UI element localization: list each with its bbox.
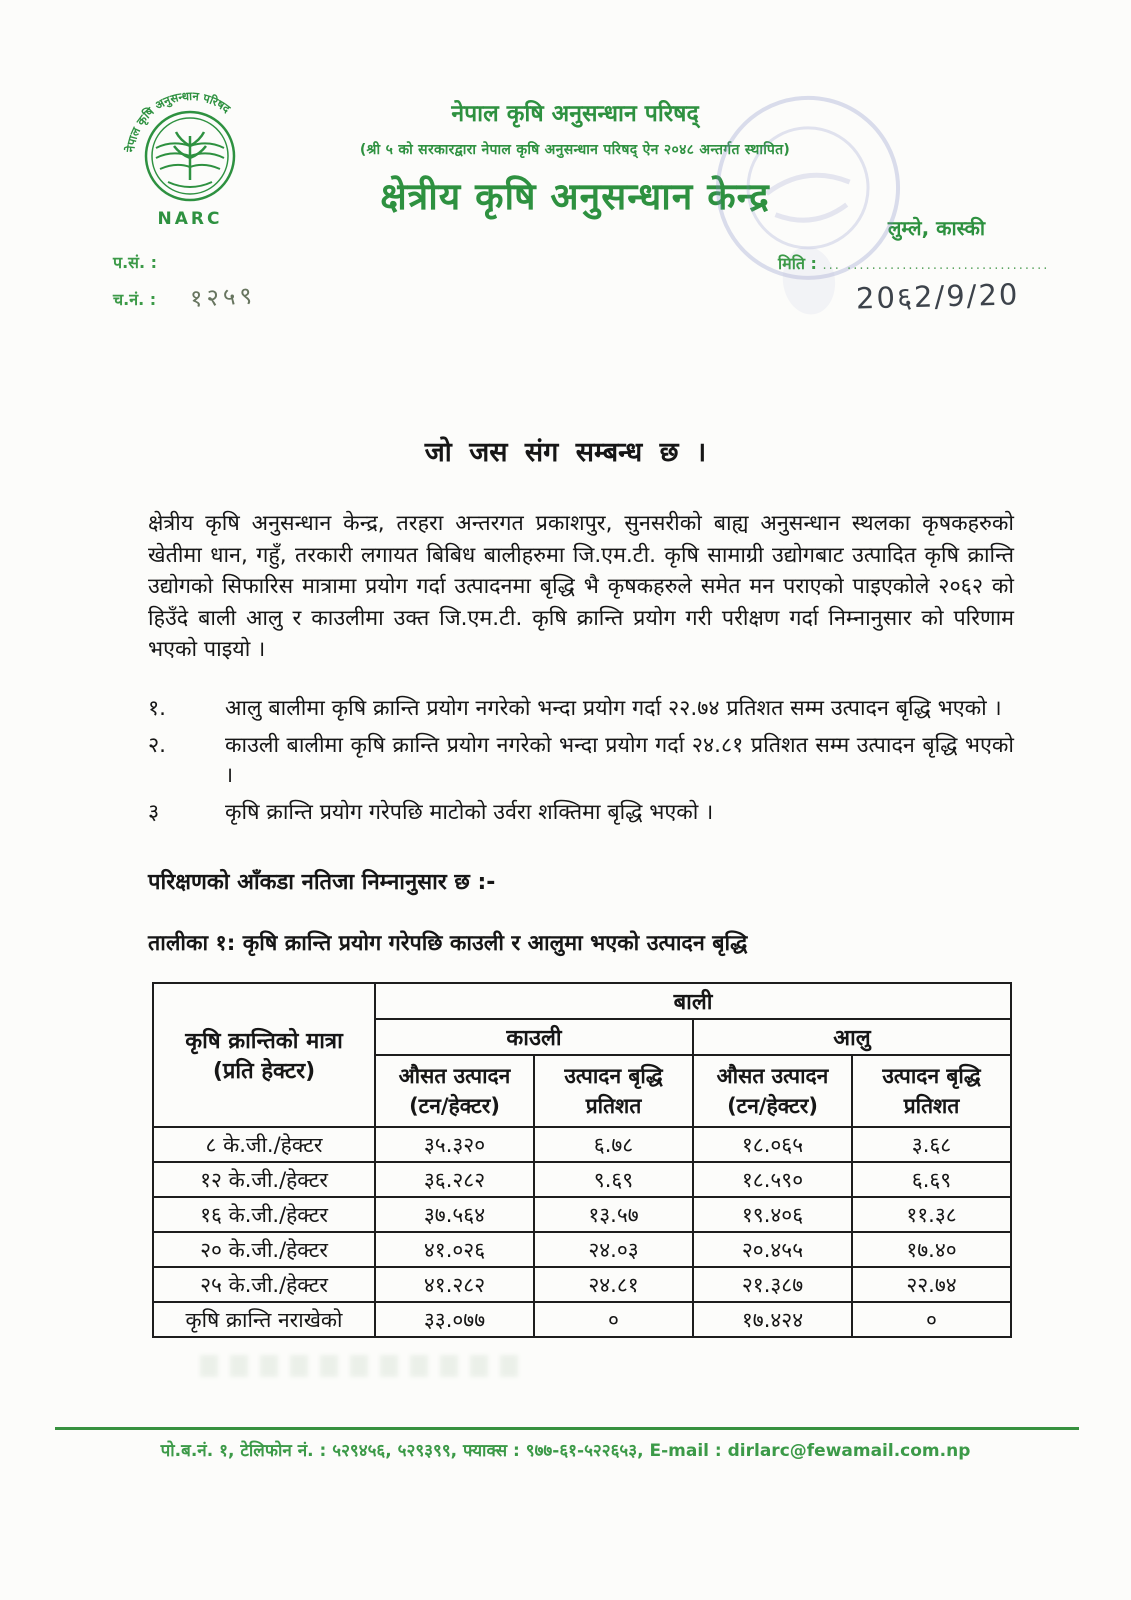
subheader-avg-production: औसत उत्पादन (टन/हेक्टर): [375, 1055, 534, 1127]
narc-acronym: NARC: [157, 209, 223, 229]
table-row: [153, 1162, 1011, 1197]
result-intro-line: परिक्षणको आँकडा नतिजा निम्नानुसार छ :-: [148, 870, 496, 895]
dose-cell: २५ के.जी./हेक्टर: [153, 1267, 375, 1302]
cauli-inc-cell: ०: [534, 1302, 693, 1337]
dose-header-line2: (प्रति हेक्टर): [212, 1059, 316, 1084]
subject-line: जो जस संग सम्बन्ध छ ।: [424, 437, 707, 468]
alu-avg-cell: १८.०६५: [693, 1127, 852, 1162]
list-item-text: कृषि क्रान्ति प्रयोग गरेपछि माटोको उर्वरा शक्तिमा बृद्धि भएको ।: [225, 800, 714, 825]
cauli-avg-cell: ४१.०२६: [375, 1232, 534, 1267]
list-item-number: ३: [148, 800, 160, 825]
cauli-avg-cell: ४१.२८२: [375, 1267, 534, 1302]
dispatch-number-label: च.नं. :: [113, 290, 157, 309]
dose-cell: १६ के.जी./हेक्टर: [153, 1197, 375, 1232]
scan-smudge: [200, 1355, 520, 1377]
alu-inc-cell: ११.३८: [852, 1197, 1011, 1232]
list-item-number: १.: [148, 696, 167, 721]
cauli-avg-cell: ३३.०७७: [375, 1302, 534, 1337]
reference-block: [113, 246, 256, 317]
body-paragraph: क्षेत्रीय कृषि अनुसन्धान केन्द्र, तरहरा अन्तरगत प्रकाशपुर, सुनसरीको बाह्य अनुसन्धान स्थलका कृषकहरुको खेतीमा धान, गहुँ, तरकारी लगायत बिबिध बालीहरुमा जि.एम.टी. कृषि सामाग्री उद्योगबाट उत्पादित कृषि क्रान्ति उद्योगको सिफारिस मात्रामा प्रयोग गर्दा उत्पादनमा बृद्धि भै कृषकहरुले समेत मन पराएको पाइएकोले २०६२ को हिउँदे बाली आलु र काउलीमा उक्त जि.एम.टी. कृषि क्रान्ति प्रयोग गरी परीक्षण गर्दा निम्नानुसार को परिणाम भएको पाइयो ।: [148, 511, 1014, 662]
list-item-number: २.: [148, 733, 167, 758]
date-block: [778, 252, 1049, 315]
crop-group-header: बाली: [375, 983, 1011, 1019]
subheader-production-increase: उत्पादन बृद्धि प्रतिशत: [852, 1055, 1011, 1127]
table-header-row: [153, 983, 1011, 1019]
alu-avg-cell: २१.३८७: [693, 1267, 852, 1302]
dispatch-number-handwritten: १२५९: [189, 281, 257, 313]
dose-cell: ८ के.जी./हेक्टर: [153, 1127, 375, 1162]
dose-cell: १२ के.जी./हेक्टर: [153, 1162, 375, 1197]
footer-contact-info: पो.ब.नं. १, टेलिफोन नं. : ५२९४५६, ५२९३९९, फ्याक्स : ९७७-६१-५२२६५३, E-mail : dirlarc@fewamail.com.np: [160, 1441, 971, 1461]
letterhead: [265, 96, 885, 220]
office-location: लुम्ले, कास्की: [887, 216, 985, 240]
table-row: [153, 1127, 1011, 1162]
subheader-production-increase: उत्पादन बृद्धि प्रतिशत: [534, 1055, 693, 1127]
footer-divider: [55, 1427, 1079, 1430]
list-item-text: आलु बालीमा कृषि क्रान्ति प्रयोग नगरेको भन्दा प्रयोग गर्दा २२.७४ प्रतिशत सम्म उत्पादन बृद्धि भएको ।: [225, 696, 1002, 721]
dose-column-header: [153, 983, 375, 1127]
alu-inc-cell: २२.७४: [852, 1267, 1011, 1302]
svg-text:नेपाल कृषि अनुसन्धान परिषद: नेपाल कृषि अनुसन्धान परिषद: [123, 88, 234, 153]
ref-number-row: [113, 246, 256, 280]
center-name: क्षेत्रीय कृषि अनुसन्धान केन्द्र: [380, 175, 770, 218]
narc-logo: [110, 84, 270, 236]
alu-inc-cell: १७.४०: [852, 1232, 1011, 1267]
crop-header-potato: आलु: [693, 1019, 1011, 1055]
alu-inc-cell: ०: [852, 1302, 1011, 1337]
cauli-avg-cell: ३६.२८२: [375, 1162, 534, 1197]
list-item: [148, 731, 1014, 791]
dose-cell: कृषि क्रान्ति नराखेको: [153, 1302, 375, 1337]
cauli-avg-cell: ३५.३२०: [375, 1127, 534, 1162]
date-label: मिति :: [778, 254, 817, 273]
table-row: [153, 1302, 1011, 1337]
cauli-avg-cell: ३७.५६४: [375, 1197, 534, 1232]
alu-avg-cell: १७.४२४: [693, 1302, 852, 1337]
ref-number-label: प.सं. :: [113, 253, 158, 272]
alu-avg-cell: १८.५९०: [693, 1162, 852, 1197]
dose-cell: २० के.जी./हेक्टर: [153, 1232, 375, 1267]
alu-avg-cell: १९.४०६: [693, 1197, 852, 1232]
list-item: [148, 694, 1014, 724]
date-dotted-line: ... .................................: [822, 258, 1050, 273]
table-caption: तालीका १: कृषि क्रान्ति प्रयोग गरेपछि काउली र आलुमा भएको उत्पादन बृद्धि: [148, 931, 748, 956]
dispatch-number-row: [113, 280, 256, 317]
alu-inc-cell: ६.६९: [852, 1162, 1011, 1197]
table-row: [153, 1197, 1011, 1232]
list-item: [148, 798, 1014, 828]
cauli-inc-cell: ९.६९: [534, 1162, 693, 1197]
table-row: [153, 1267, 1011, 1302]
dose-header-line1: कृषि क्रान्तिको मात्रा: [185, 1029, 343, 1054]
crop-header-cauliflower: काउली: [375, 1019, 693, 1055]
results-table: [152, 982, 1012, 1338]
cauli-inc-cell: १३.५७: [534, 1197, 693, 1232]
cauli-inc-cell: २४.०३: [534, 1232, 693, 1267]
list-item-text: काउली बालीमा कृषि क्रान्ति प्रयोग नगरेको भन्दा प्रयोग गर्दा २४.८१ प्रतिशत सम्म उत्पादन बृद्धि भएको ।: [225, 733, 1014, 788]
table-row: [153, 1232, 1011, 1267]
org-name: नेपाल कृषि अनुसन्धान परिषद्: [451, 101, 699, 127]
numbered-points: [148, 694, 1014, 835]
narc-logo-emblem: [112, 84, 268, 232]
alu-inc-cell: ३.६८: [852, 1127, 1011, 1162]
cauli-inc-cell: ६.७८: [534, 1127, 693, 1162]
alu-avg-cell: २०.४५५: [693, 1232, 852, 1267]
cauli-inc-cell: २४.८१: [534, 1267, 693, 1302]
subheader-avg-production: औसत उत्पादन (टन/हेक्टर): [693, 1055, 852, 1127]
date-handwritten: 20६2/9/20: [855, 277, 1020, 316]
establishment-note: (श्री ५ को सरकारद्वारा नेपाल कृषि अनुसन्धान परिषद् ऐन २०४८ अन्तर्गत स्थापित): [359, 142, 791, 158]
